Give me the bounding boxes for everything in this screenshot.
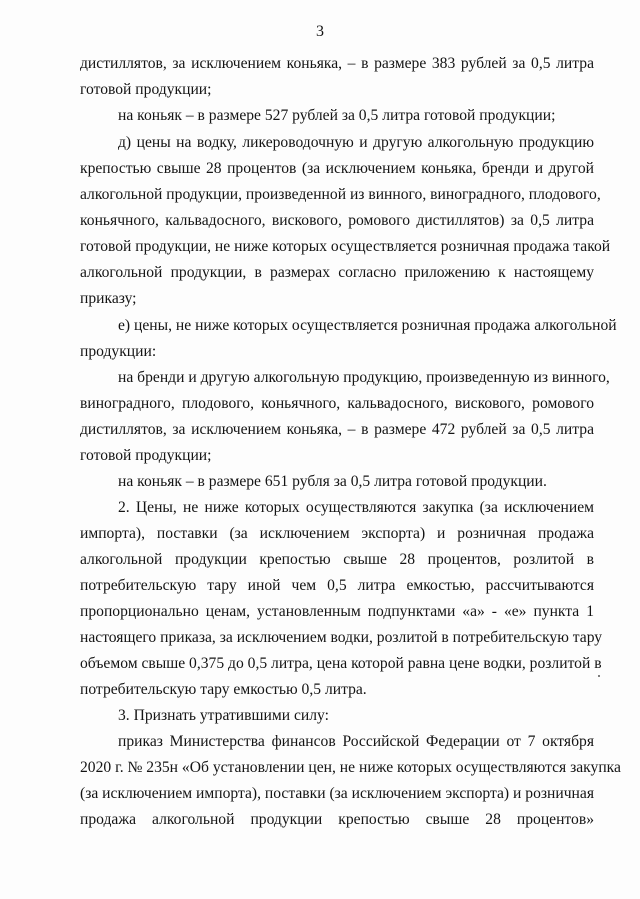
text-line: готовой продукции;: [80, 81, 212, 98]
text-line: импорта), поставки (за исключением экспорта) и розничная продажа: [80, 525, 594, 542]
text-line: приказу;: [80, 290, 137, 307]
text-line: 3. Признать утратившими силу:: [118, 707, 329, 724]
text-line: приказ Министерства финансов Российской Федерации от 7 октября: [118, 733, 594, 750]
text-line: потребительскую тару иной чем 0,5 литра емкостью, рассчитываются: [80, 577, 594, 594]
text-line: дистиллятов, за исключением коньяка, – в размере 472 рублей за 0,5 литра: [80, 421, 594, 438]
text-line: на бренди и другую алкогольную продукцию, произведенную из винного,: [118, 369, 610, 386]
text-line: готовой продукции;: [80, 447, 212, 464]
text-line: объемом свыше 0,375 до 0,5 литра, цена которой равна цене водки, розлитой в: [80, 655, 602, 672]
text-line: коньячного, кальвадосного, вискового, ромового дистиллятов) за 0,5 литра: [80, 212, 594, 229]
text-line: на коньяк – в размере 527 рублей за 0,5 литра готовой продукции;: [118, 107, 556, 124]
text-line: крепостью свыше 28 процентов (за исключением коньяка, бренди и другой: [80, 160, 594, 177]
text-line: алкогольной продукции, в размерах согласно приложению к настоящему: [80, 264, 594, 281]
text-line: готовой продукции, не ниже которых осуществляется розничная продажа такой: [80, 238, 611, 255]
text-line: пропорционально ценам, установленным подпунктами «а» - «е» пункта 1: [80, 603, 594, 620]
text-line: 2. Цены, не ниже которых осуществляются закупка (за исключением: [118, 499, 594, 516]
text-line: алкогольной продукции, произведенной из винного, виноградного, плодового,: [80, 186, 601, 203]
text-line: виноградного, плодового, коньячного, кальвадосного, вискового, ромового: [80, 395, 594, 412]
text-line: потребительскую тару емкостью 0,5 литра.: [80, 681, 367, 698]
text-line: настоящего приказа, за исключением водки, розлитой в потребительскую тару: [80, 629, 603, 646]
text-line: (за исключением импорта), поставки (за исключением экспорта) и розничная: [80, 785, 594, 802]
text-line: продукции:: [80, 343, 157, 360]
text-line: дистиллятов, за исключением коньяка, – в размере 383 рублей за 0,5 литра: [80, 55, 594, 72]
text-line: продажа алкогольной продукции крепостью свыше 28 процентов»: [80, 811, 594, 828]
page-number: 3: [316, 23, 324, 40]
text-line: д) цены на водку, ликероводочную и другую алкогольную продукцию: [118, 134, 594, 151]
text-line: на коньяк – в размере 651 рубля за 0,5 литра готовой продукции.: [118, 473, 547, 490]
text-line: алкогольной продукции крепостью свыше 28 процентов, розлитой в: [80, 551, 594, 568]
text-line: 2020 г. № 235н «Об установлении цен, не ниже которых осуществляются закупка: [80, 759, 621, 776]
scan-speck: [598, 675, 600, 677]
text-line: е) цены, не ниже которых осуществляется розничная продажа алкогольной: [118, 317, 617, 334]
